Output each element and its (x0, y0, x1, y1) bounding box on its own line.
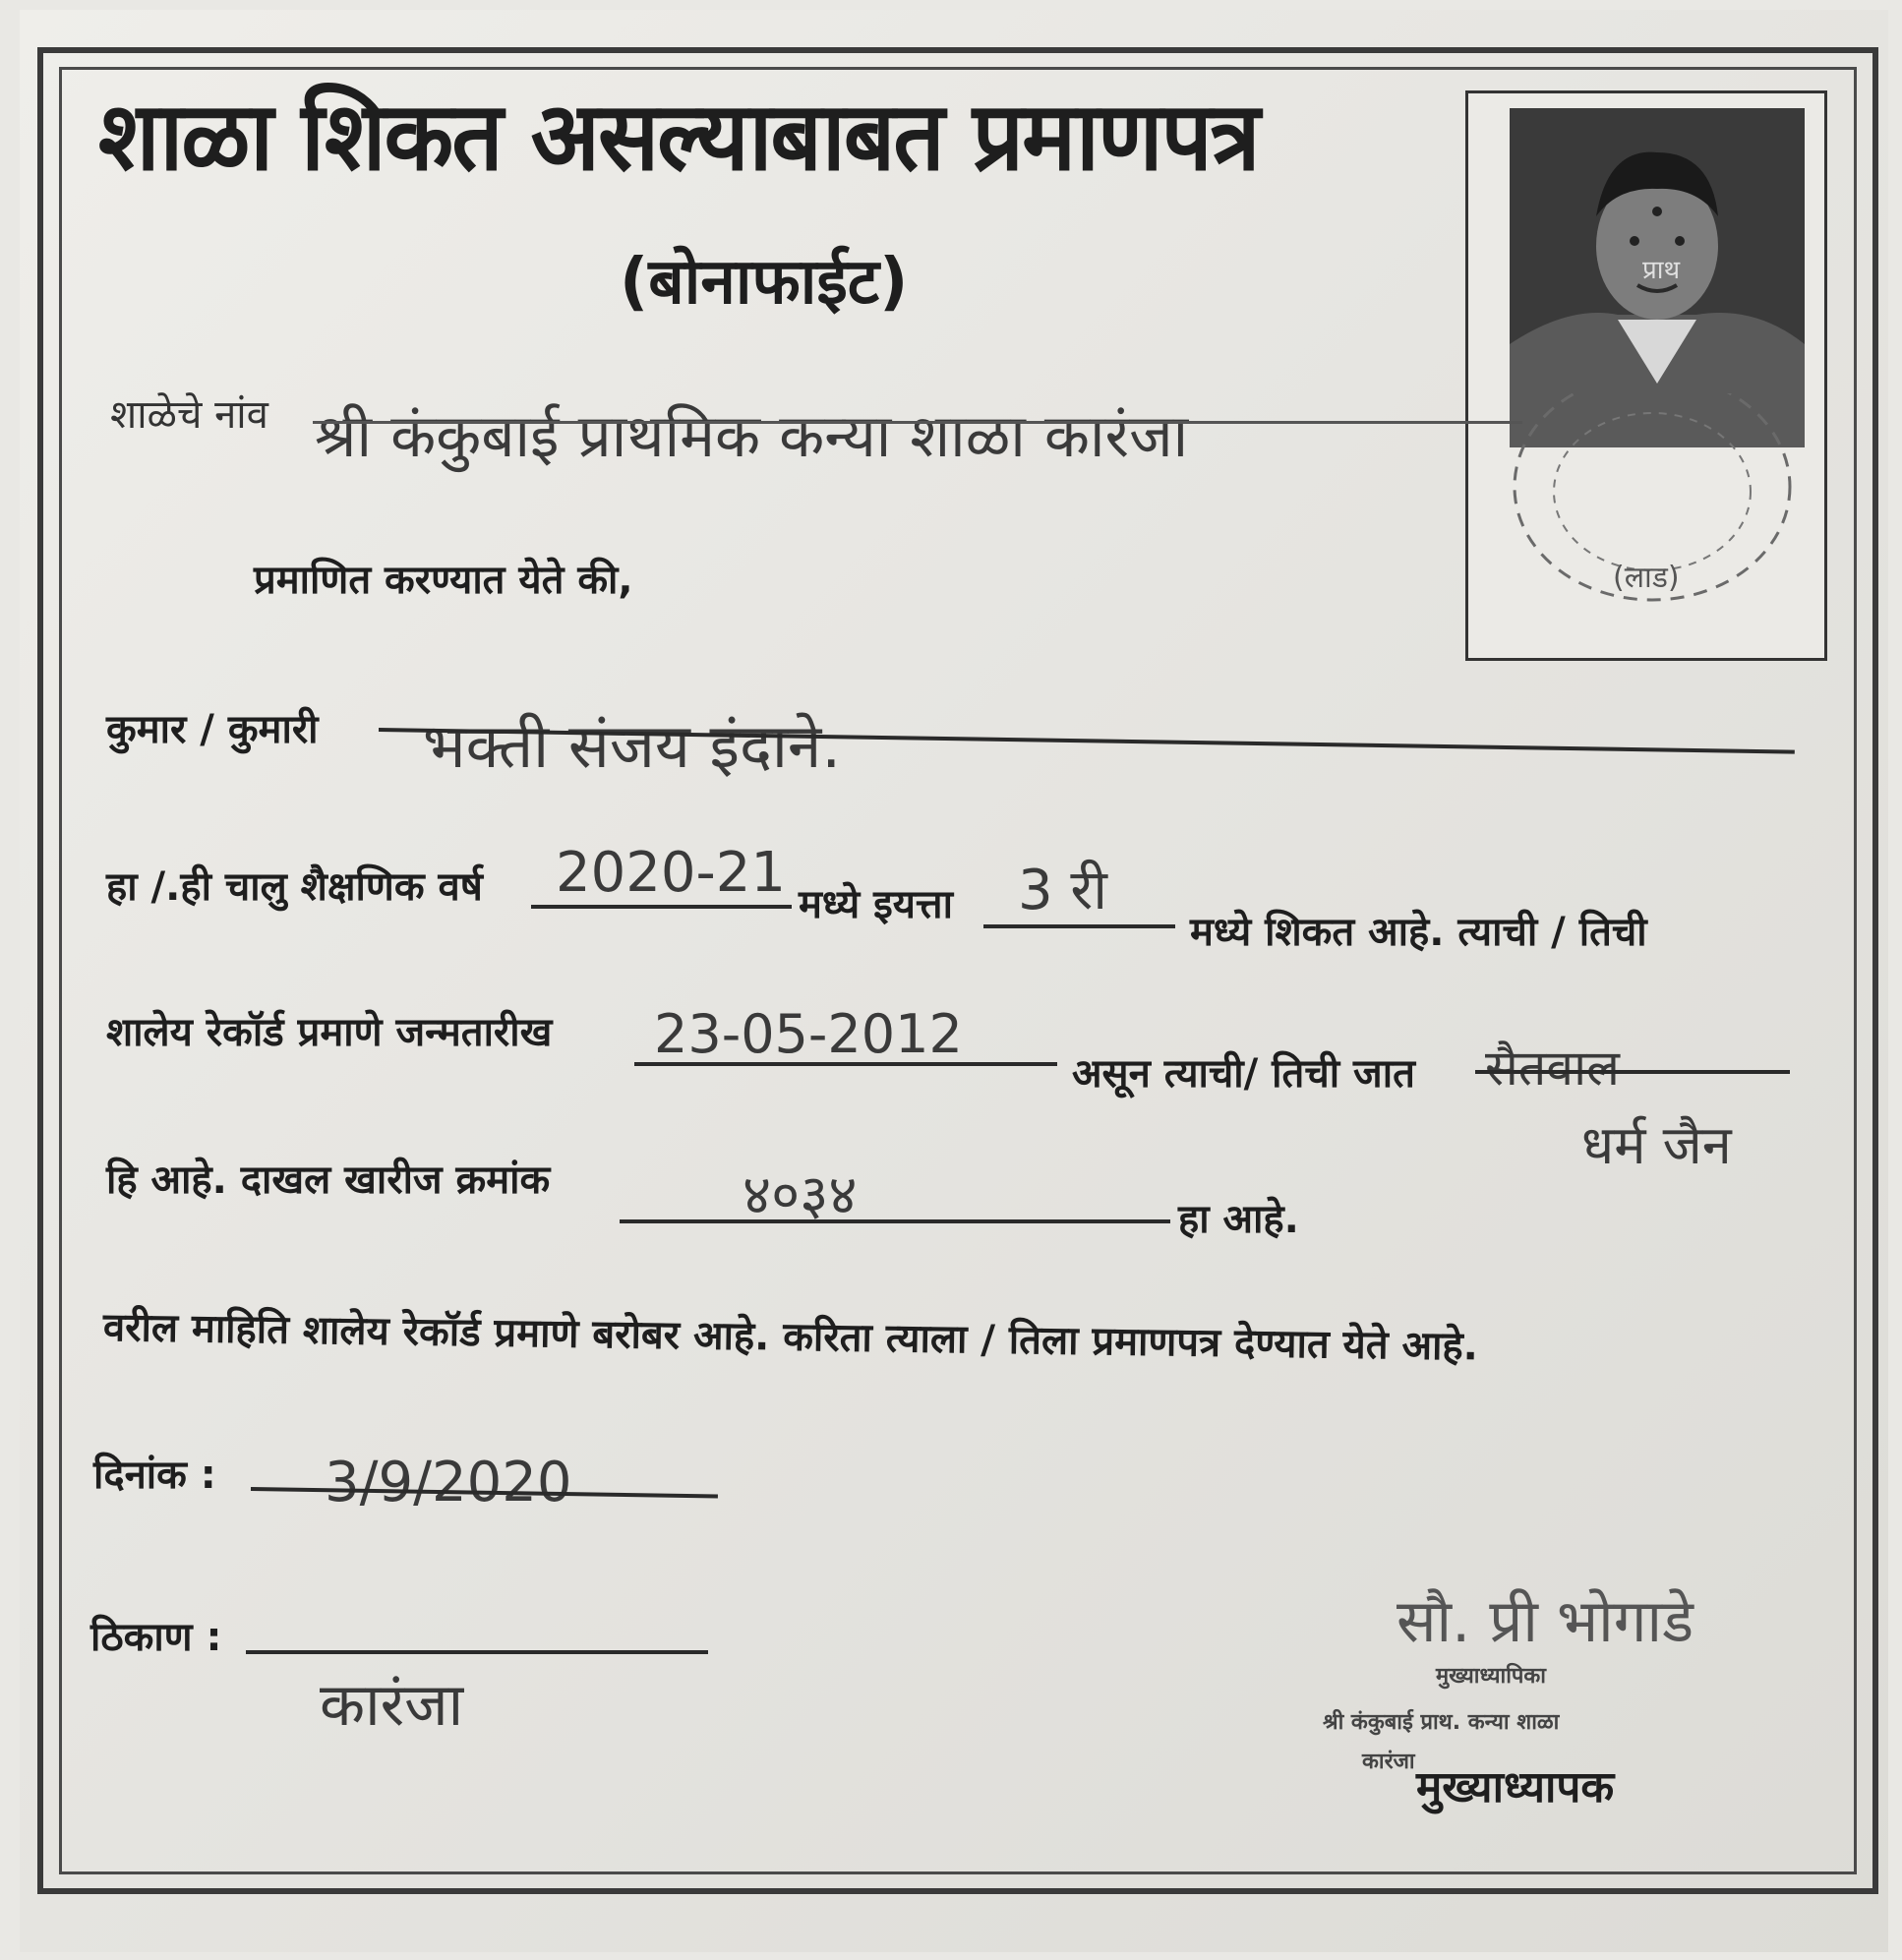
signature: सौ. प्री भोगाडे (1397, 1587, 1694, 1656)
issue-date: 3/9/2020 (325, 1451, 572, 1515)
place-value: कारंजा (320, 1671, 464, 1740)
photo-stamp-text: प्राथ (1642, 256, 1681, 285)
certificate-subtitle: (बोनाफाईट) (620, 246, 909, 319)
stamp-designation: मुख्याध्यापिका (1436, 1664, 1547, 1689)
student-name: भक्ती संजय इंदाने. (423, 710, 842, 782)
statement-text: वरील माहिति शालेय रेकॉर्ड प्रमाणे बरोबर आहे. करिता त्याला / तिला प्रमाणपत्र देण्यात येते आहे. (102, 1305, 1479, 1370)
stamp-place: कारंजा (1362, 1750, 1415, 1774)
headmaster-label: मुख्याध्यापक (1416, 1762, 1615, 1812)
academic-year: 2020-21 (556, 841, 786, 905)
place-underline (246, 1650, 708, 1654)
date-label: दिनांक : (93, 1453, 216, 1498)
school-name-value: श्री कंकुबाई प्राथमिक कन्या शाळा कारंजा (315, 402, 1189, 471)
religion: धर्म जैन (1581, 1114, 1732, 1176)
stamp-school-name: श्री कंकुबाई प्राथ. कन्या शाळा (1323, 1710, 1560, 1735)
name-label: कुमार / कुमारी (106, 707, 319, 752)
std-underline (983, 924, 1175, 928)
line5-prefix: हि आहे. दाखल खारीज क्रमांक (106, 1158, 551, 1203)
certify-text: प्रमाणित करण्यात येते की, (254, 558, 633, 603)
date-of-birth: 23-05-2012 (654, 1003, 963, 1065)
place-label: ठिकाण : (90, 1615, 222, 1660)
school-name-strike (313, 421, 1522, 424)
line3-suffix: मध्ये शिकत आहे. त्याची / तिची (1190, 910, 1647, 955)
reg-underline (620, 1219, 1170, 1223)
line3-mid: मध्ये इयत्ता (799, 882, 953, 927)
certificate-title: शाळा शिकत असल्याबाबत प्रमाणपत्र (98, 81, 1259, 192)
stamp-bottom-text: (लाड) (1613, 561, 1680, 595)
line3-prefix: हा /.ही चालु शैक्षणिक वर्ष (106, 864, 483, 910)
line4-suffix: असून त्याची/ तिची जात (1072, 1051, 1415, 1097)
dob-underline (634, 1062, 1057, 1066)
standard: 3 री (1018, 859, 1107, 922)
caste: सैतवाल (1485, 1039, 1620, 1097)
line4-prefix: शालेय रेकॉर्ड प्रमाणे जन्मतारीख (106, 1010, 553, 1055)
register-number: ४०३४ (743, 1163, 858, 1227)
year-underline (531, 905, 792, 909)
caste-underline (1475, 1070, 1790, 1074)
school-name-label: शाळेचे नांव (110, 392, 268, 438)
line5-suffix: हा आहे. (1178, 1197, 1299, 1242)
